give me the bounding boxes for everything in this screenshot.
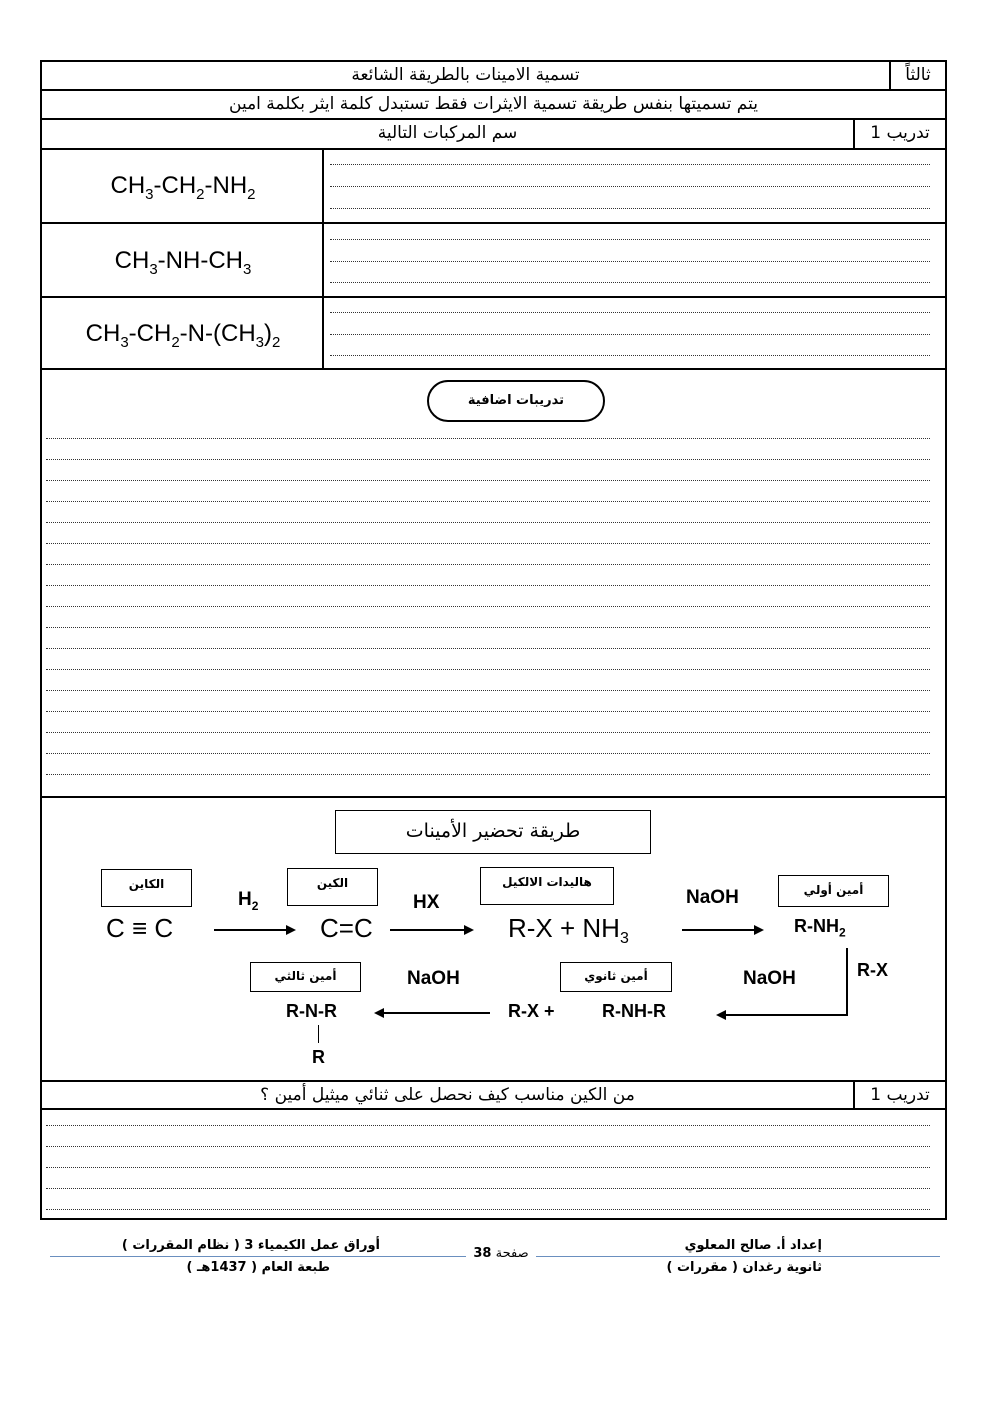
answer-line[interactable] bbox=[46, 774, 930, 775]
answer-line[interactable] bbox=[46, 501, 930, 502]
extra-exercises-title: تدريبات اضافية bbox=[427, 380, 605, 422]
connector-line bbox=[846, 948, 848, 1016]
answer-line[interactable] bbox=[46, 585, 930, 586]
arrow-hx bbox=[390, 929, 472, 931]
footer-edition: طبعة العام ( 1437هـ ) bbox=[186, 1260, 330, 1275]
answer-line[interactable] bbox=[330, 282, 930, 283]
hx-reagent: HX bbox=[413, 892, 440, 913]
answer-line[interactable] bbox=[46, 732, 930, 733]
divider bbox=[40, 296, 947, 298]
divider bbox=[40, 368, 947, 370]
alkene-box: الكين bbox=[287, 868, 378, 906]
preparation-title: طريقة تحضير الأمينات bbox=[335, 810, 651, 854]
answer-line[interactable] bbox=[46, 606, 930, 607]
answer-line[interactable] bbox=[330, 334, 930, 335]
answer-line[interactable] bbox=[46, 753, 930, 754]
r-group: R bbox=[312, 1047, 325, 1067]
alkyne-box: الكاين bbox=[101, 869, 192, 907]
primary-amine-box: أمين أولي bbox=[778, 875, 889, 907]
answer-line[interactable] bbox=[46, 627, 930, 628]
secondary-amine-formula: R-NH-R bbox=[602, 1001, 666, 1021]
naming-rule: يتم تسميتها بنفس طريقة تسمية الايثرات فقط تستبدل كلمة ايثر بكلمة امين bbox=[229, 94, 758, 114]
section-title: تسمية الامينات بالطريقة الشائعة bbox=[351, 65, 580, 85]
secondary-amine-box: أمين ثانوي bbox=[560, 962, 672, 992]
alkyne-formula: C ≡ C bbox=[106, 913, 174, 943]
answer-line[interactable] bbox=[46, 564, 930, 565]
rx-nh3-formula: $R-X + NH_3$ bbox=[508, 913, 629, 948]
answer-line[interactable] bbox=[46, 1125, 930, 1126]
answer-line[interactable] bbox=[330, 239, 930, 240]
h2-reagent: $H_2$ bbox=[238, 889, 259, 913]
divider bbox=[40, 148, 947, 150]
footer-page: صفحة 38 bbox=[466, 1246, 536, 1261]
compound-ethylamine: $CH_3-CH_2-NH_2$ bbox=[110, 172, 256, 203]
divider bbox=[40, 1108, 947, 1110]
answer-line[interactable] bbox=[46, 711, 930, 712]
exercise2-question: من الكين مناسب كيف نحصل على ثنائي ميثيل أمين ؟ bbox=[260, 1085, 635, 1105]
answer-line[interactable] bbox=[330, 164, 930, 165]
answer-line[interactable] bbox=[46, 522, 930, 523]
worksheet-frame bbox=[40, 60, 947, 1220]
alkene-formula: C=C bbox=[320, 913, 373, 943]
answer-line[interactable] bbox=[46, 1146, 930, 1147]
tertiary-amine-formula: R-N-R bbox=[286, 1001, 337, 1021]
answer-line[interactable] bbox=[46, 1188, 930, 1189]
footer-author: إعداد أ. صالح المعلوي bbox=[684, 1238, 822, 1253]
arrow-h2 bbox=[214, 929, 294, 931]
exercise2-label: تدريب 1 bbox=[870, 1085, 930, 1105]
answer-line[interactable] bbox=[330, 355, 930, 356]
answer-line[interactable] bbox=[46, 1167, 930, 1168]
arrow-to-secondary bbox=[718, 1014, 848, 1016]
answer-line[interactable] bbox=[46, 459, 930, 460]
alkyl-halide-box: هاليدات الالكيل bbox=[480, 867, 614, 905]
section-label: ثالثاً bbox=[905, 65, 931, 85]
footer-book: أوراق عمل الكيمياء 3 ( نظام المقررات ) bbox=[121, 1238, 380, 1253]
answer-line[interactable] bbox=[46, 543, 930, 544]
divider bbox=[40, 796, 947, 798]
arrow-to-tertiary bbox=[376, 1012, 490, 1014]
footer-school: ثانوية رغدان ( مقررات ) bbox=[666, 1260, 822, 1275]
answer-line[interactable] bbox=[46, 690, 930, 691]
compound-dimethylamine: $CH_3-NH-CH_3$ bbox=[114, 247, 252, 278]
rx-plus-formula: R-X + bbox=[508, 1001, 555, 1021]
naoh-reagent-2: NaOH bbox=[743, 968, 796, 989]
answer-line[interactable] bbox=[46, 480, 930, 481]
exercise1-label: تدريب 1 bbox=[870, 123, 930, 143]
naoh-reagent-3: NaOH bbox=[407, 968, 460, 989]
answer-line[interactable] bbox=[46, 438, 930, 439]
bond-line bbox=[318, 1025, 319, 1043]
answer-line[interactable] bbox=[330, 208, 930, 209]
primary-amine-formula: $R-NH_2$ bbox=[794, 916, 846, 940]
answer-line[interactable] bbox=[46, 669, 930, 670]
exercise1-instruction: سم المركبات التالية bbox=[377, 123, 518, 143]
arrow-naoh bbox=[682, 929, 762, 931]
compound-ethyldimethylamine: $CH_3-CH_2-N-(CH_3)_2$ bbox=[85, 320, 281, 351]
answer-line[interactable] bbox=[46, 1209, 930, 1210]
tertiary-amine-box: أمين ثالثي bbox=[250, 962, 361, 992]
answer-line[interactable] bbox=[330, 261, 930, 262]
answer-line[interactable] bbox=[46, 648, 930, 649]
rx-side-reagent: R-X bbox=[857, 960, 888, 980]
answer-line[interactable] bbox=[330, 186, 930, 187]
naoh-reagent: NaOH bbox=[686, 887, 739, 908]
answer-line[interactable] bbox=[330, 312, 930, 313]
divider bbox=[40, 222, 947, 224]
